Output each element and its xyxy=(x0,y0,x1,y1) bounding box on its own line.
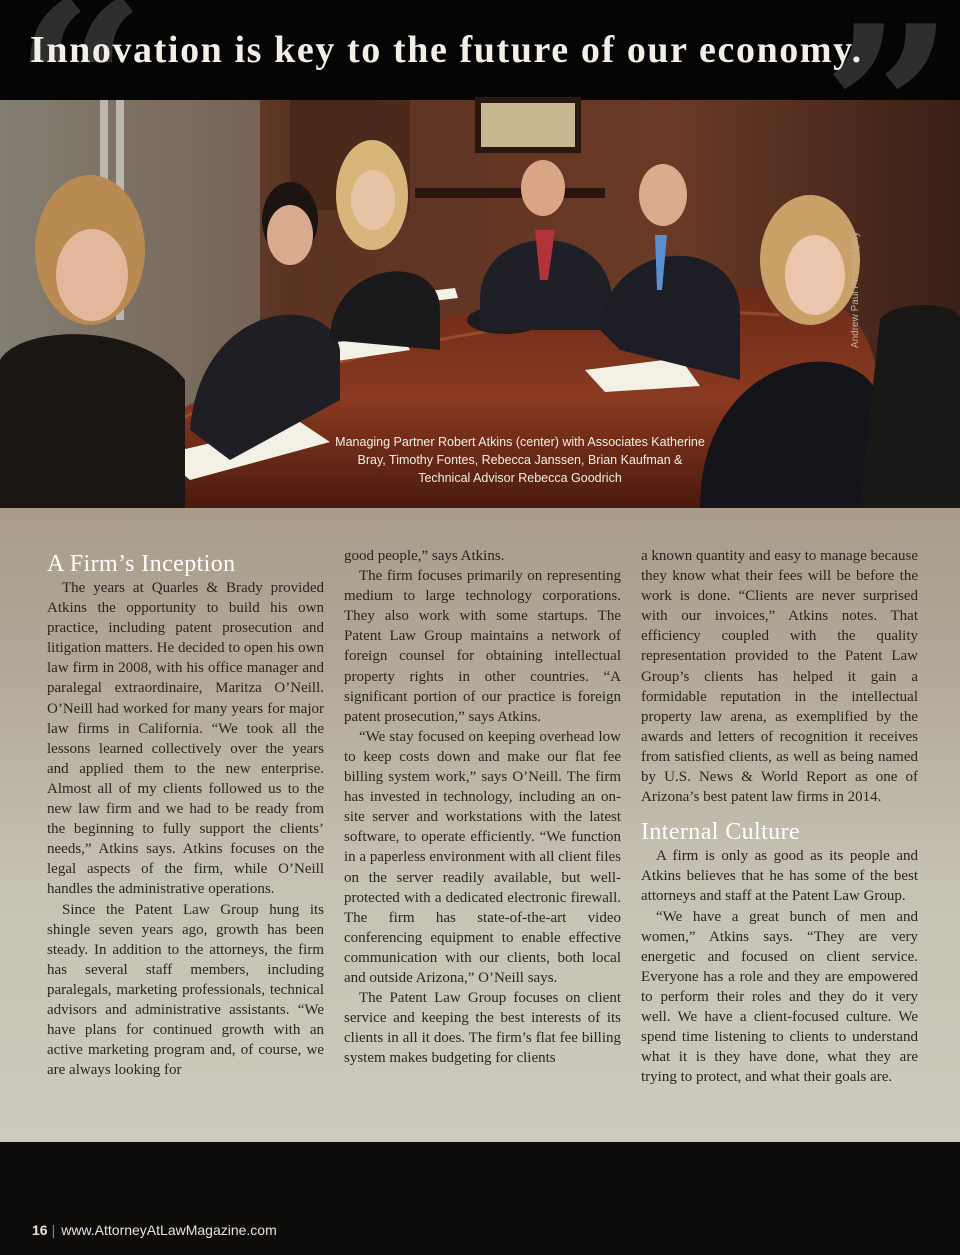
paragraph: The firm focuses primarily on representing medium to large technology corporations. They also work with some startups. The Patent Law Group maintains a network of foreign counsel for obtaining intellectual property rights in other countries. “A significant portion of our practice is foreign patent prosecution,” says Atkins. xyxy=(344,568,621,725)
paragraph: The years at Quarles & Brady provided Atkins the opportunity to build his own practice, including patent prosecution and litigation matters. He decided to open his own law firm in 2008, with his office manager and paralegal extraordinaire, Maritza O’Neill. O’Neill had worked for many years for major law firms in California. “We took all the lessons learned collectively over the years and applied them to the new enterprise. Almost all of my clients followed us to the new law firm and we had to be ready from the beginning to fully support the clients’ needs,” Atkins says. Atkins focuses on the legal aspects of the firm, while O’Neill handles the administrative operations. xyxy=(47,580,324,898)
article-body xyxy=(0,508,960,1142)
article-column-2 xyxy=(344,546,621,1068)
footer-url[interactable]: www.AttorneyAtLawMagazine.com xyxy=(61,1222,277,1238)
footer-divider: | xyxy=(51,1222,56,1238)
paragraph: “We stay focused on keeping overhead low to keep costs down and make our flat fee billing system work,” says O’Neill. The firm has invested in technology, including an on-site server and workstations with the latest software, to operate efficiently. “We function in a paperless environment with all client files on the server readily available, but well-protected with a dedicated electronic firewall. The firm has state-of-the-art video conferencing equipment to enable effective communication with our clients, both local and outside Arizona,” O’Neill says. xyxy=(344,728,622,986)
paragraph: a known quantity and easy to manage because they know what their fees will be before the work is done. “Clients are never surprised with our invoices,” Atkins notes. That efficiency coupled with the quality representation provided to the Patent Law Group’s clients has helped it gain a formidable reputation in the intellectual property law arena, as exemplified by the awards and letters of recognition it receives from satisfied clients, as well as being named by U.S. News & World Report as one of Arizona’s best patent law firms in 2014. xyxy=(641,548,918,806)
paragraph: The Patent Law Group focuses on client service and keeping the best interests of its clients in all it does. The firm’s flat fee billing system makes budgeting for clients xyxy=(344,990,621,1067)
page-number: 16 xyxy=(32,1222,48,1238)
headline: Innovation is key to the future of our economy. xyxy=(30,29,863,71)
paragraph: Since the Patent Law Group hung its shingle seven years ago, growth has been steady. In addition to the attorneys, the firm has several staff members, including paralegals, marketing professionals, technical advisors and administrative assistants. “We have plans for continued growth with an active marketing program and, of course, we are always looking for xyxy=(47,901,324,1079)
paragraph: good people,” says Atkins. xyxy=(344,548,505,564)
paragraph: “We have a great bunch of men and women,” Atkins says. “They are very energetic and focused on client service. Everyone has a role and they are empowered to perform their roles and they do it very well. We have a client-focused culture. We spend time listening to clients to understand what it is they have done, what they are trying to protect, and what their goals are. xyxy=(641,908,918,1086)
photo-credit: Andrew Paul Photography xyxy=(850,231,861,349)
section-heading-culture: Internal Culture xyxy=(641,819,801,846)
section-heading-inception: A Firm’s Inception xyxy=(47,551,236,577)
paragraph: A firm is only as good as its people and Atkins believes that he has some of the best attorneys and staff at the Patent Law Group. xyxy=(641,848,918,905)
article-column-1 xyxy=(47,550,324,1080)
team-photo xyxy=(0,100,960,508)
header-banner xyxy=(0,0,960,100)
page-footer xyxy=(32,1222,277,1238)
photo-caption: Managing Partner Robert Atkins (center) with Associates Katherine Bray, Timothy Fontes, Rebecca Janssen, Brian Kaufman & Technical Advisor Rebecca Goodrich xyxy=(335,435,705,485)
article-column-3 xyxy=(641,546,918,1087)
